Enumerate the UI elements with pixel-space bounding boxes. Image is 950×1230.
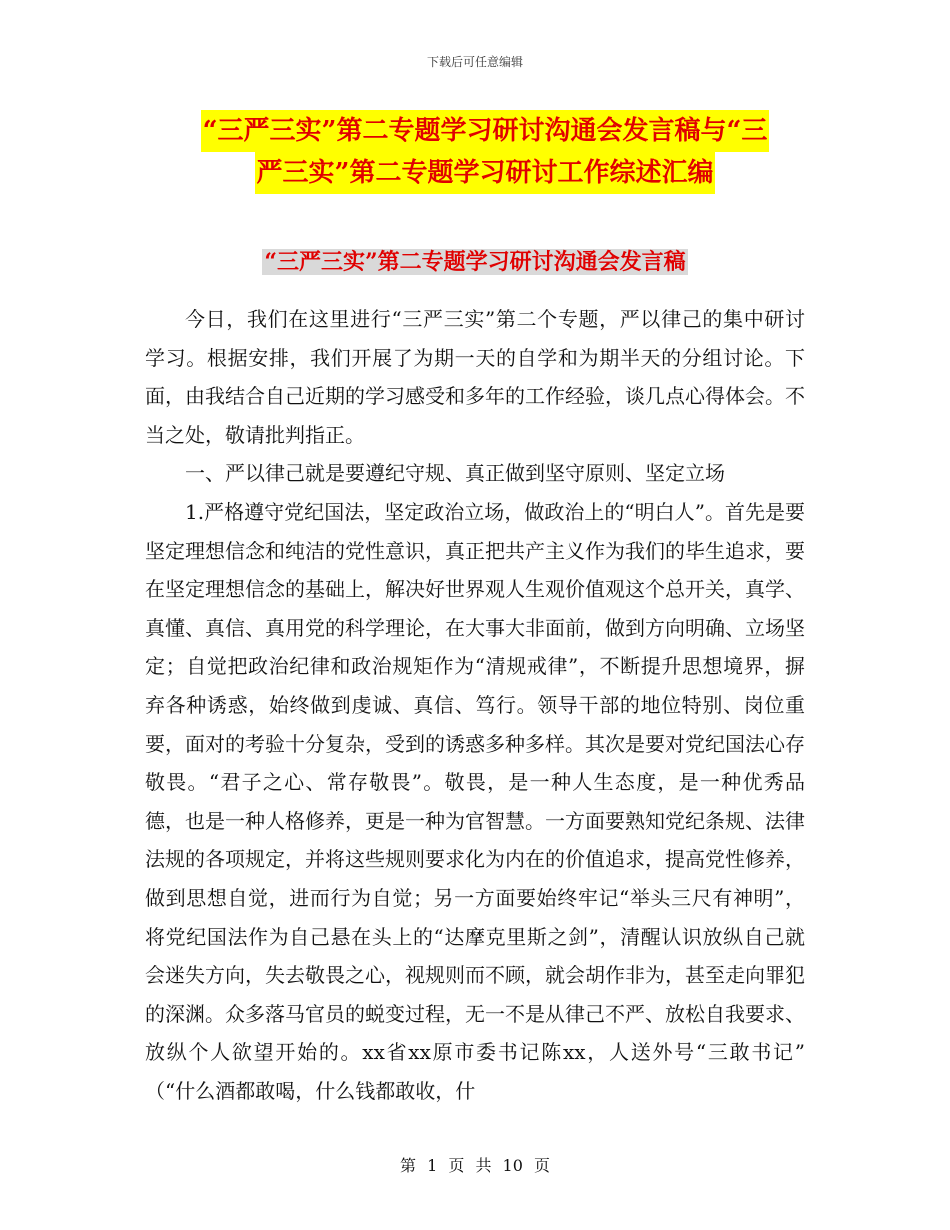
section-title-text: “三严三实”第二专题学习研讨沟通会发言稿 (264, 249, 686, 275)
document-body (145, 300, 805, 1110)
document-title-line-2: 严三实”第二专题学习研讨工作综述汇编 (255, 152, 716, 194)
paragraph-heading-1: 一、严以律己就是要遵纪守规、真正做到坚守原则、坚定立场 (185, 461, 725, 486)
header-note: 下载后可任意编辑 (426, 55, 523, 69)
paragraph-intro: 今日，我们在这里进行“三严三实”第二个专题，严以律己的集中研讨学习。根据安排，我们开展了为期一天的自学和为期半天的分组讨论。下面，由我结合自己近期的学习感受和多年的工作经验，谈几点心得体会。不当之处，敬请批判指正。 (145, 307, 805, 447)
paragraph-point-1: 1.严格遵守党纪国法，坚定政治立场，做政治上的“明白人”。首先是要坚定理想信念和纯洁的党性意识，真正把共产主义作为我们的毕生追求，要在坚定理想信念的基础上，解决好世界观人生观价值观这个总开关，真学、真懂、真信、真用党的科学理论，在大事大非面前，做到方向明确、立场坚定；自觉把政治纪律和政治规矩作为“清规戒律”，不断提升思想境界，摒弃各种诱惑，始终做到虔诚、真信、笃行。领导干部的地位特别、岗位重要，面对的考验十分复杂，受到的诱惑多种多样。其次是要对党纪国法心存敬畏。“君子之心、常存敬畏”。敬畏，是一种人生态度，是一种优秀品德，也是一种人格修养，更是一种为官智慧。一方面要熟知党纪条规、法律法规的各项规定，并将这些规则要求化为内在的价值追求，提高党性修养，做到思想自觉，进而行为自觉；另一方面要始终牢记“举头三尺有神明”，将党纪国法作为自己悬在头上的“达摩克里斯之剑”，清醒认识放纵自己就会迷失方向，失去敬畏之心，视规则而不顾，就会胡作非为，甚至走向罪犯的深渊。众多落马官员的蜕变过程，无一不是从律己不严、放松自我要求、放纵个人欲望开始的。xx省xx原市委书记陈xx，人送外号“三敢书记” （“什么酒都敢喝，什么钱都敢收，什 (145, 499, 805, 1103)
page-footer: 第 1 页 共 10 页 (400, 1156, 550, 1175)
section-title (0, 245, 950, 279)
document-title-line-1: “三严三实”第二专题学习研讨沟通会发言稿与“三 (201, 110, 770, 152)
document-title (160, 110, 810, 194)
